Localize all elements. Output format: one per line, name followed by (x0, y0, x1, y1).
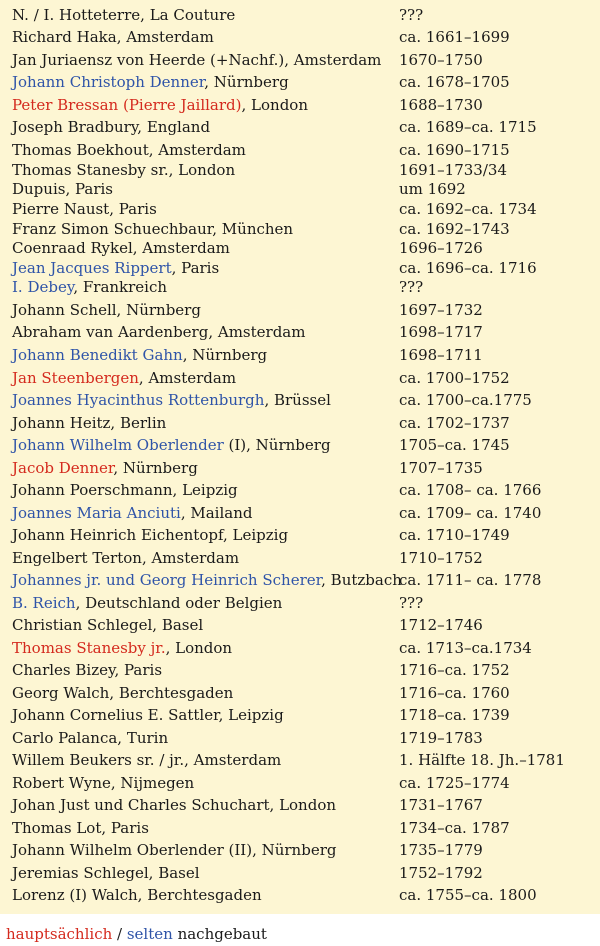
maker-name-text: Johann Poerschmann, Leipzig (12, 481, 238, 499)
maker-dates: 1697–1732 (399, 301, 483, 319)
maker-name-text: Johann Heinrich Eichentopf, Leipzig (12, 526, 289, 544)
maker-dates: 1691–1733/34 (399, 161, 507, 179)
maker-name (12, 180, 113, 198)
maker-name-text: Johann Wilhelm Oberlender (II), Nürnberg (12, 841, 337, 859)
maker-dates: 1707–1735 (399, 459, 483, 477)
maker-dates: ??? (399, 6, 424, 24)
maker-name-highlight: Johann Wilhelm Oberlender (12, 436, 224, 454)
maker-name-highlight: Joannes Maria Anciuti (12, 504, 181, 522)
maker-name-text: Pierre Naust, Paris (12, 200, 157, 218)
maker-dates: ca. 1689–ca. 1715 (399, 118, 537, 136)
maker-dates: 1735–1779 (399, 841, 483, 859)
maker-dates: 1719–1783 (399, 729, 483, 747)
maker-name (12, 239, 230, 257)
maker-name (12, 436, 331, 454)
maker-dates: ca. 1678–1705 (399, 73, 510, 91)
maker-name-text: , Butzbach (321, 571, 402, 589)
maker-name (12, 96, 308, 114)
maker-dates: 1731–1767 (399, 796, 483, 814)
maker-name-highlight: Jean Jacques Rippert (12, 259, 172, 277)
maker-dates: 1705–ca. 1745 (399, 436, 510, 454)
color-legend (6, 925, 267, 943)
maker-name (12, 639, 232, 657)
maker-name-text: Johann Heitz, Berlin (12, 414, 167, 432)
maker-name (12, 549, 239, 567)
maker-name-text: Johann Schell, Nürnberg (12, 301, 201, 319)
maker-name (12, 73, 289, 91)
maker-dates: ca. 1708– ca. 1766 (399, 481, 542, 499)
legend-rare: selten (126, 925, 173, 943)
maker-dates: ca. 1692–ca. 1734 (399, 200, 537, 218)
maker-name (12, 323, 305, 341)
maker-name-text: , Frankreich (73, 278, 168, 296)
maker-name-text: Robert Wyne, Nijmegen (12, 774, 195, 792)
maker-name-text: , Paris (171, 259, 220, 277)
maker-dates: ca. 1709– ca. 1740 (399, 504, 542, 522)
maker-name (12, 459, 198, 477)
maker-name-text: , Nürnberg (113, 459, 198, 477)
maker-name-text: N. / I. Hotteterre, La Couture (12, 6, 236, 24)
maker-name-text: , Mailand (180, 504, 253, 522)
maker-name (12, 751, 281, 769)
maker-dates: ca. 1755–ca. 1800 (399, 886, 537, 904)
maker-name (12, 220, 293, 238)
maker-name (12, 571, 402, 589)
maker-dates: 1712–1746 (399, 616, 483, 634)
maker-name-text: , Brüssel (264, 391, 331, 409)
maker-name-text: Carlo Palanca, Turin (12, 729, 169, 747)
maker-name-text: Christian Schlegel, Basel (12, 616, 204, 634)
maker-dates: um 1692 (399, 180, 466, 198)
maker-name-text: Dupuis, Paris (12, 180, 114, 198)
maker-dates: ca. 1661–1699 (399, 28, 510, 46)
maker-dates: ??? (399, 278, 424, 296)
maker-name (12, 278, 167, 296)
maker-dates: 1752–1792 (399, 864, 483, 882)
maker-dates: 1716–ca. 1760 (399, 684, 510, 702)
maker-name-text: Willem Beukers sr. / jr., Amsterdam (12, 751, 282, 769)
maker-dates: 1688–1730 (399, 96, 483, 114)
maker-dates: ca. 1713–ca.1734 (399, 639, 532, 657)
maker-name (12, 414, 166, 432)
maker-name-text: Jeremias Schlegel, Basel (12, 864, 200, 882)
maker-name-text: Richard Haka, Amsterdam (12, 28, 214, 46)
maker-dates: ca. 1700–ca.1775 (399, 391, 532, 409)
maker-name (12, 301, 201, 319)
maker-name-highlight: Peter Bressan (Pierre Jaillard) (12, 96, 242, 114)
maker-name-highlight: Johann Christoph Denner (12, 73, 205, 91)
maker-name-text: , Nürnberg (204, 73, 289, 91)
maker-name-highlight: Joannes Hyacinthus Rottenburgh (12, 391, 265, 409)
maker-name-text: Johann Cornelius E. Sattler, Leipzig (12, 706, 284, 724)
maker-dates: 1716–ca. 1752 (399, 661, 510, 679)
maker-name-text: (I), Nürnberg (223, 436, 331, 454)
maker-name-text: Engelbert Terton, Amsterdam (12, 549, 240, 567)
maker-name (12, 161, 235, 179)
maker-name-text: Charles Bizey, Paris (12, 661, 163, 679)
maker-name-text: Lorenz (I) Walch, Berchtesgaden (12, 886, 262, 904)
maker-name-text: Thomas Stanesby sr., London (12, 161, 236, 179)
legend-separator: / (112, 925, 127, 943)
maker-name-highlight: Jacob Denner (12, 459, 114, 477)
maker-dates: 1710–1752 (399, 549, 483, 567)
maker-dates: 1698–1711 (399, 346, 483, 364)
maker-name (12, 774, 194, 792)
maker-name-text: , London (165, 639, 233, 657)
maker-name (12, 51, 381, 69)
maker-name (12, 616, 203, 634)
maker-dates: ca. 1700–1752 (399, 369, 510, 387)
maker-name-text: Abraham van Aardenberg, Amsterdam (12, 323, 306, 341)
maker-dates: 1734–ca. 1787 (399, 819, 510, 837)
maker-name (12, 200, 157, 218)
maker-dates: ??? (399, 594, 424, 612)
maker-name (12, 391, 331, 409)
maker-name (12, 796, 336, 814)
maker-name-text: Joseph Bradbury, England (12, 118, 211, 136)
maker-name (12, 6, 235, 24)
maker-name-text: Thomas Boekhout, Amsterdam (12, 141, 246, 159)
maker-dates: ca. 1702–1737 (399, 414, 510, 432)
maker-name (12, 729, 168, 747)
maker-name (12, 594, 282, 612)
maker-name-text: Georg Walch, Berchtesgaden (12, 684, 234, 702)
legend-main: hauptsächlich (6, 925, 113, 943)
maker-name-text: , Amsterdam (138, 369, 237, 387)
maker-name (12, 819, 149, 837)
maker-dates: 1718–ca. 1739 (399, 706, 510, 724)
maker-name (12, 706, 284, 724)
maker-name (12, 28, 214, 46)
maker-name (12, 661, 162, 679)
maker-dates: 1698–1717 (399, 323, 483, 341)
maker-name-text: Jan Juriaensz von Heerde (+Nachf.), Amsterdam (12, 51, 382, 69)
maker-name (12, 346, 267, 364)
maker-dates: ca. 1690–1715 (399, 141, 510, 159)
maker-name (12, 141, 246, 159)
maker-name-highlight: Jan Steenbergen (12, 369, 139, 387)
maker-name (12, 841, 336, 859)
maker-name-text: Franz Simon Schuechbaur, München (12, 220, 294, 238)
maker-name-text: , London (241, 96, 308, 114)
maker-name (12, 118, 210, 136)
maker-name-highlight: I. Debey (12, 278, 74, 296)
maker-dates: ca. 1711– ca. 1778 (399, 571, 542, 589)
maker-dates: ca. 1725–1774 (399, 774, 510, 792)
maker-name-text: Coenraad Rykel, Amsterdam (12, 239, 230, 257)
maker-dates: ca. 1710–1749 (399, 526, 510, 544)
maker-name (12, 504, 252, 522)
maker-name-highlight: Johann Benedikt Gahn (12, 346, 183, 364)
maker-name-highlight: Johannes jr. und Georg Heinrich Scherer (12, 571, 322, 589)
maker-dates: 1696–1726 (399, 239, 483, 257)
maker-name (12, 481, 238, 499)
maker-name-text: , Deutschland oder Belgien (75, 594, 283, 612)
maker-name-text: Thomas Lot, Paris (12, 819, 149, 837)
maker-name-text: , Nürnberg (182, 346, 268, 364)
maker-dates: 1. Hälfte 18. Jh.–1781 (399, 751, 565, 769)
maker-name (12, 369, 236, 387)
maker-dates: 1670–1750 (399, 51, 483, 69)
maker-name (12, 259, 219, 277)
maker-dates: ca. 1696–ca. 1716 (399, 259, 537, 277)
maker-name (12, 864, 200, 882)
maker-name (12, 684, 233, 702)
maker-name-text: Johan Just und Charles Schuchart, London (12, 796, 337, 814)
legend-suffix: nachgebaut (172, 925, 267, 943)
maker-name-highlight: B. Reich (12, 594, 76, 612)
maker-name (12, 886, 262, 904)
maker-name (12, 526, 288, 544)
maker-dates: ca. 1692–1743 (399, 220, 510, 238)
maker-name-highlight: Thomas Stanesby jr. (12, 639, 166, 657)
